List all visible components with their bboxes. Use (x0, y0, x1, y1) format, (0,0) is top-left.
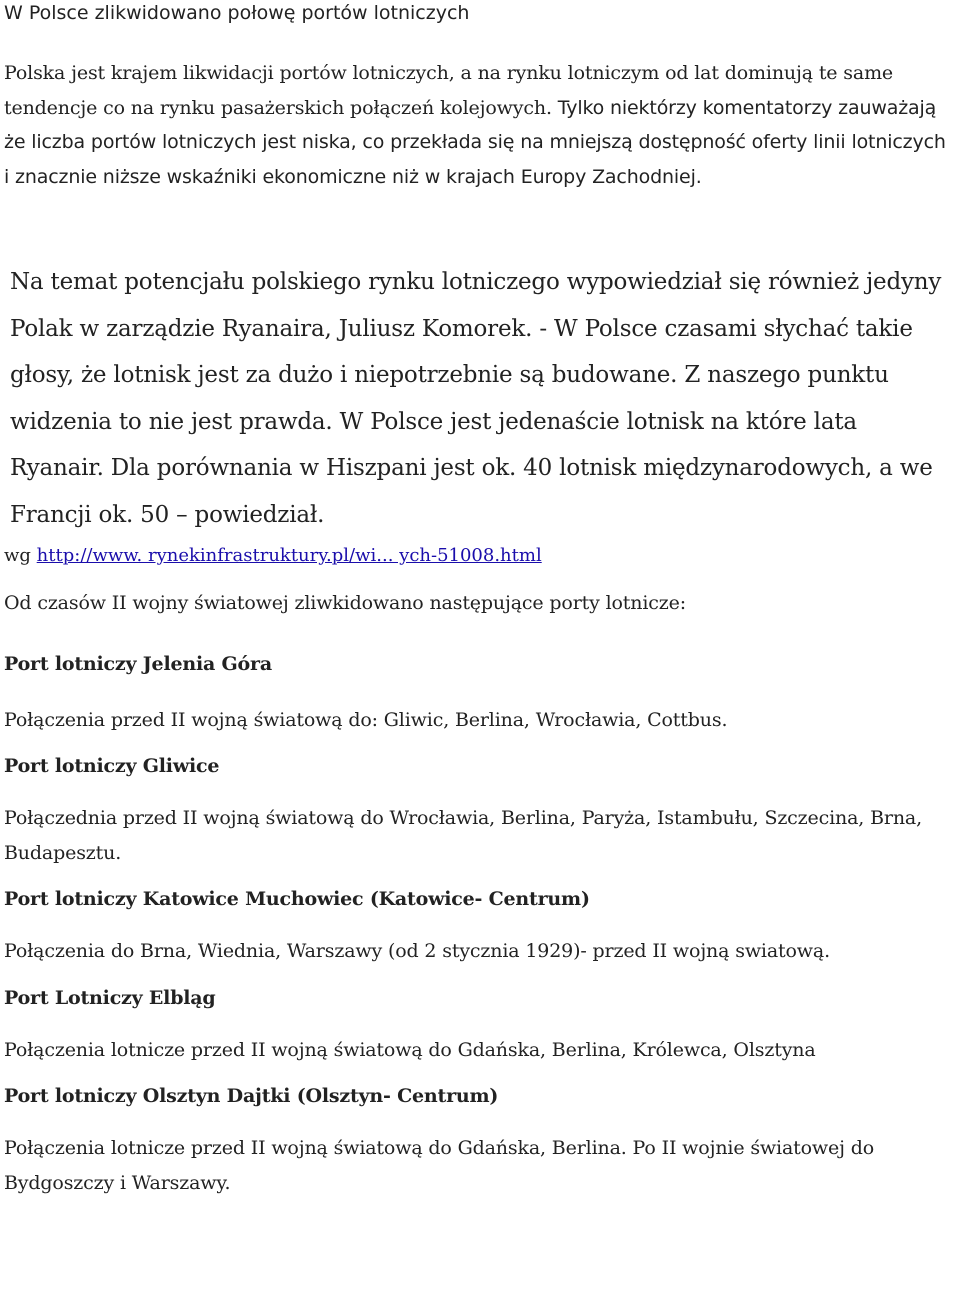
article-title: W Polsce zlikwidowano połowę portów lotniczych (4, 2, 470, 24)
airport-description: Połączenia lotnicze przed II wojną światową do Gdańska, Berlina, Królewca, Olsztyna (4, 1038, 816, 1061)
airports-list-intro: Od czasów II wojny światowej zliwkidowano następujące porty lotnicze: (4, 592, 686, 614)
intro-paragraph (4, 56, 954, 194)
airport-heading: Port lotniczy Olsztyn Dajtki (Olsztyn- Centrum) (4, 1085, 499, 1107)
source-prefix: wg (4, 545, 31, 566)
article (4, 0, 954, 1200)
airport-heading: Port lotniczy Katowice Muchowiec (Katowice- Centrum) (4, 888, 590, 910)
airport-description: Połączednia przed II wojną światową do Wrocławia, Berlina, Paryża, Istambułu, Szczecina, Brna, Budapesztu. (4, 807, 922, 864)
ryanair-quote: Na temat potencjału polskiego rynku lotniczego wypowiedział się również jedyny Polak w zarządzie Ryanaira, Juliusz Komorek. - W Polsce czasami słychać takie głosy, że lotnisk jest za dużo i niepotrzebnie są budowane. Z naszego punktu widzenia to nie jest prawda. W Polsce jest jedenaście lotnisk na które lata Ryanair. Dla porównania w Hiszpani jest ok. 40 lotnisk międzynarodowych, a we Francji ok. 50 – powiedział. (10, 269, 942, 528)
source-line (4, 543, 954, 569)
airport-description: Połączenia przed II wojną światową do: Gliwic, Berlina, Wrocławia, Cottbus. (4, 708, 728, 731)
intro-text-part1: Polska jest krajem likwidacji portów lotniczych, a na rynku lotniczym od lat dominują te same tendencje co na rynku pasażerskich połączeń kolejowych. (4, 62, 894, 119)
airport-heading: Port Lotniczy Elbląg (4, 986, 216, 1009)
airport-description: Połączenia do Brna, Wiednia, Warszawy (od 2 stycznia 1929)- przed II wojną swiatową. (4, 940, 830, 962)
airport-heading: Port lotniczy Jelenia Góra (4, 652, 272, 675)
airport-description: Połączenia lotnicze przed II wojną światową do Gdańska, Berlina. Po II wojnie światowej do Bydgoszczy i Warszawy. (4, 1137, 875, 1194)
intro-text-part2: Tylko niektórzy komentatorzy zauważają że liczba portów lotniczych jest niska, co przekłada się na mniejszą dostępność oferty linii lotniczych i znacznie niższe wskaźniki ekonomiczne niż w krajach Europy Zachodniej. (4, 96, 946, 188)
airport-heading: Port lotniczy Gliwice (4, 755, 220, 777)
source-link[interactable]: http://www. rynekinfrastruktury.pl/wi... ych-51008.html (36, 545, 542, 566)
